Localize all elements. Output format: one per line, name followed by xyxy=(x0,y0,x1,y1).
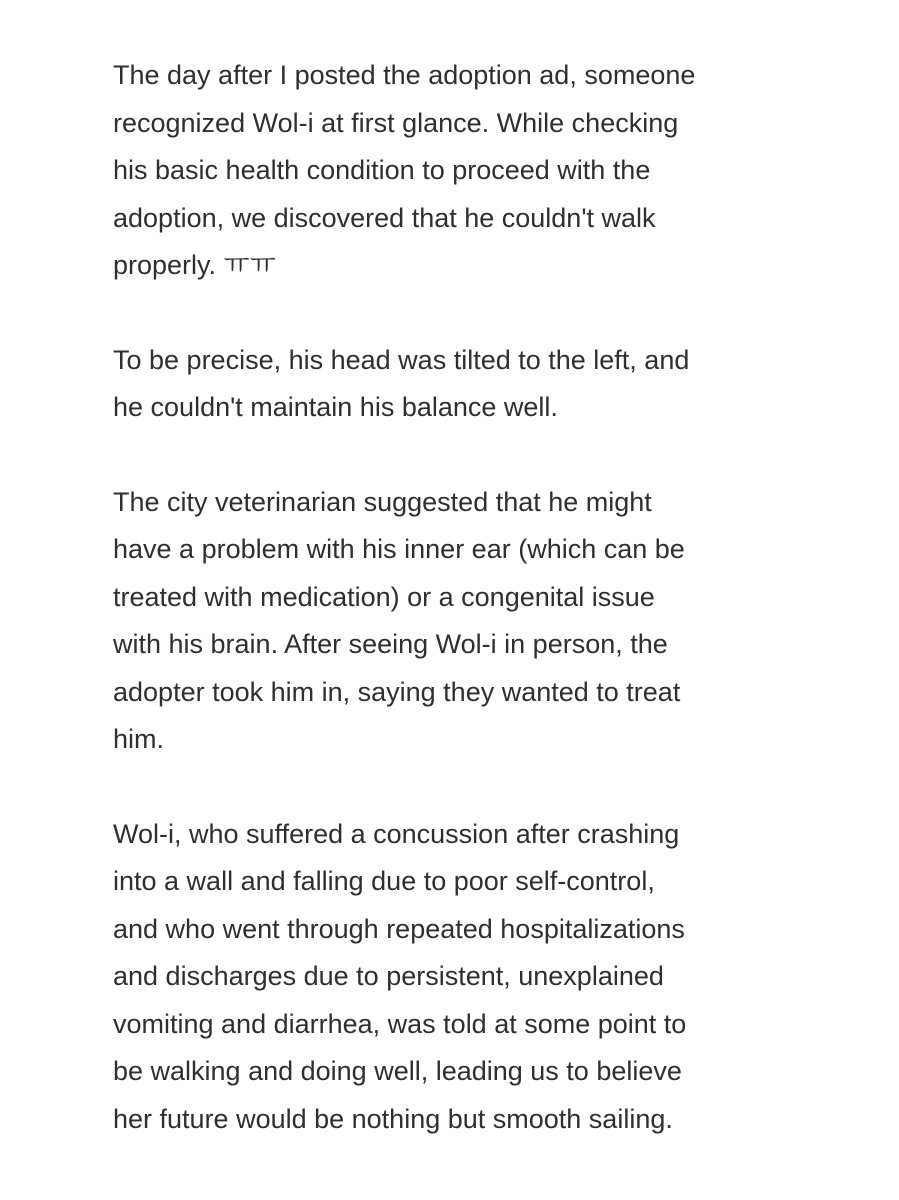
text-line: and discharges due to persistent, unexplained xyxy=(113,961,664,991)
paragraph-history xyxy=(113,811,839,1144)
text-line: treated with medication) or a congenital issue xyxy=(113,581,655,612)
text-line: recognized Wol-i at first glance. While checking xyxy=(113,107,679,138)
text-line: be walking and doing well, leading us to believe xyxy=(113,1056,682,1086)
text-line: into a wall and falling due to poor self-control, xyxy=(113,866,655,896)
text-line: The day after I posted the adoption ad, someone xyxy=(113,60,696,90)
text-line: him. xyxy=(113,724,165,754)
text-line: and who went through repeated hospitalizations xyxy=(113,913,685,944)
paragraph-adoption-ad xyxy=(113,52,839,290)
text-line: To be precise, his head was tilted to the left, and xyxy=(113,344,690,375)
text-line: vomiting and diarrhea, was told at some point to xyxy=(113,1008,687,1039)
text-line: adopter took him in, saying they wanted to treat xyxy=(113,676,681,707)
text-line: properly. ㅠㅠ xyxy=(113,250,276,280)
text-line: his basic health condition to proceed with the xyxy=(113,155,651,185)
text-line: adoption, we discovered that he couldn't walk xyxy=(113,202,656,233)
text-line: with his brain. After seeing Wol-i in person, the xyxy=(113,629,668,659)
paragraph-head-tilt xyxy=(113,337,839,432)
text-line: have a problem with his inner ear (which can be xyxy=(113,534,685,564)
text-line: The city veterinarian suggested that he might xyxy=(113,486,652,517)
paragraph-veterinarian xyxy=(113,479,839,764)
text-line: Wol-i, who suffered a concussion after crashing xyxy=(113,818,680,849)
text-line: her future would be nothing but smooth sailing. xyxy=(113,1103,673,1134)
text-line: he couldn't maintain his balance well. xyxy=(113,392,558,422)
